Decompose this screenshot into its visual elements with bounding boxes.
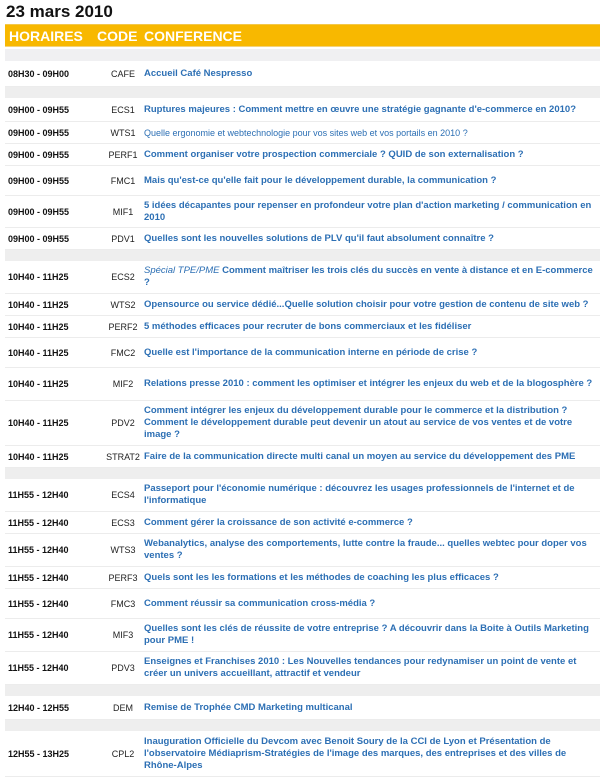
session-time: 08H30 - 09H00 (8, 68, 70, 79)
conference-title: Enseignes et Franchises 2010 : Les Nouvelles tendances pour redynamiser un point de vente et créer un univers accueillant, attractif et vendeur (144, 656, 577, 679)
conference-link[interactable] (144, 375, 600, 393)
conference-link[interactable] (144, 172, 600, 190)
group-separator (5, 720, 600, 731)
session-code: CPL2 (111, 748, 135, 759)
conference-link[interactable] (144, 480, 600, 510)
table-row (5, 731, 600, 777)
table-row (5, 567, 600, 589)
conference-link[interactable] (144, 620, 600, 650)
session-time: 11H55 - 12H40 (8, 598, 69, 609)
session-code: DEM (113, 702, 133, 713)
session-time: 09H00 - 09H55 (8, 149, 70, 160)
session-code: WTS2 (110, 299, 136, 310)
conference-link[interactable] (144, 569, 600, 587)
conference-title: Quelle ergonomie et webtechnologie pour vos sites web et vos portails en 2010 ? (144, 127, 468, 138)
session-time: 10H40 - 11H25 (8, 272, 69, 282)
table-row (5, 589, 600, 619)
conference-link[interactable] (144, 733, 600, 775)
conference-link[interactable] (144, 402, 600, 444)
session-code: PDV1 (111, 233, 135, 244)
session-time: 09H00 - 09H55 (8, 127, 70, 138)
conference-title: 5 méthodes efficaces pour recruter de bons commerciaux et les fidéliser (144, 320, 472, 332)
session-code: PERF1 (108, 149, 138, 160)
table-row (5, 652, 600, 685)
conference-title: Opensource ou service dédié...Quelle solution choisir pour votre gestion de contenu de site web ? (144, 298, 589, 310)
conference-title: Quelles sont les clés de réussite de votre entreprise ? A découvrir dans la Boite à Outils Marketing pour PME ! (144, 623, 589, 646)
conference-link[interactable] (144, 514, 600, 532)
conference-link[interactable] (144, 595, 600, 613)
session-time: 11H55 - 12H40 (8, 630, 69, 640)
conference-link[interactable] (144, 146, 600, 164)
table-row (5, 166, 600, 196)
table-header (5, 24, 600, 47)
session-time: 10H40 - 11H25 (8, 299, 69, 310)
conference-title: Comment maîtriser les trois clés du succès en vente à distance et en E-commerce ? (144, 265, 593, 288)
page-title: 23 mars 2010 (6, 2, 113, 21)
conference-link[interactable] (144, 65, 600, 83)
table-row (5, 261, 600, 294)
conference-link[interactable] (144, 448, 600, 466)
table-row (5, 696, 600, 720)
conference-title: Inauguration Officielle du Devcom avec Benoit Soury de la CCI de Lyon et Présentation de l'observatoire Médiaprism-Stratégies de l'image des marques, des entreprises et des villes de Rhône-Alpes (144, 735, 567, 771)
session-code: MIF3 (112, 630, 134, 640)
session-time: 09H00 - 09H55 (8, 175, 70, 186)
session-code: PERF3 (108, 572, 138, 583)
conference-title: Comment gérer la croissance de son activité e-commerce ? (144, 516, 413, 528)
group-separator (5, 49, 600, 61)
conference-link[interactable] (144, 197, 600, 227)
table-row (5, 316, 600, 338)
conference-link[interactable] (144, 344, 600, 362)
conference-title: Passeport pour l'économie numérique : découvrez les usages professionnels de l'internet et de l'informatique (144, 483, 575, 506)
conference-link[interactable] (144, 101, 600, 119)
conference-link[interactable] (144, 262, 600, 292)
table-row (5, 479, 600, 512)
conference-title: Mais qu'est-ce qu'elle fait pour le développement durable, la communication ? (144, 174, 497, 186)
conference-link[interactable] (144, 318, 600, 336)
conference-title: Comment réussir sa communication cross-média ? (144, 597, 376, 609)
table-row (5, 228, 600, 250)
session-time: 10H40 - 11H25 (8, 321, 69, 332)
session-code: FMC3 (110, 598, 136, 609)
conference-title: Comment intégrer les enjeux du développement durable pour le commerce et la distribution ? Comment le développement durable peut devenir un atout au service de vos ventes et de votre image ? (144, 405, 573, 440)
conference-link[interactable] (144, 296, 600, 314)
conference-link[interactable] (144, 230, 600, 248)
group-separator (5, 87, 600, 98)
session-code: ECS3 (111, 517, 135, 528)
session-time: 10H40 - 11H25 (8, 418, 69, 428)
session-code: CAFE (110, 68, 135, 79)
conference-link[interactable] (144, 124, 600, 142)
table-row (5, 534, 600, 567)
conference-title: Faire de la communication directe multi canal un moyen au service du développement des PME (144, 450, 576, 462)
conference-title: Quelle est l'importance de la communication interne en période de crise ? (144, 346, 478, 358)
group-separator (5, 250, 600, 261)
column-header-code: CODE (97, 27, 138, 44)
group-separator (5, 468, 600, 479)
conference-title: Remise de Trophée CMD Marketing multicanal (144, 701, 353, 713)
session-time: 10H40 - 11H25 (8, 379, 69, 389)
table-row (5, 294, 600, 316)
session-time: 11H55 - 12H40 (8, 545, 69, 555)
session-code: FMC1 (110, 175, 136, 186)
table-row (5, 122, 600, 144)
conference-title: Ruptures majeures : Comment mettre en œuvre une stratégie gagnante d'e-commerce en 2010? (144, 103, 576, 115)
session-code: PDV2 (111, 418, 135, 428)
session-time: 12H40 - 12H55 (8, 702, 70, 713)
session-time: 09H00 - 09H55 (8, 233, 70, 244)
schedule-table (5, 49, 600, 777)
table-row (5, 61, 600, 87)
group-separator (5, 685, 600, 696)
table-row (5, 401, 600, 446)
table-row (5, 144, 600, 166)
session-code: WTS1 (110, 127, 136, 138)
session-code: PERF2 (108, 321, 138, 332)
session-code: ECS1 (111, 104, 135, 115)
session-time: 10H40 - 11H25 (8, 347, 69, 358)
session-time: 09H00 - 09H55 (8, 104, 70, 115)
session-time: 10H40 - 11H25 (8, 451, 69, 462)
conference-title: Accueil Café Nespresso (144, 67, 253, 79)
session-code: WTS3 (110, 545, 136, 555)
table-row (5, 338, 600, 368)
column-header-time: HORAIRES (9, 27, 83, 44)
table-row (5, 368, 600, 401)
conference-link[interactable] (144, 653, 600, 683)
session-code: MIF1 (112, 206, 134, 217)
session-time: 12H55 - 13H25 (8, 748, 70, 759)
session-code: PDV3 (111, 663, 135, 673)
session-code: STRAT2 (106, 451, 140, 462)
special-tag: Spécial TPE/PME (144, 265, 220, 276)
session-code: ECS2 (111, 272, 135, 282)
conference-title: Relations presse 2010 : comment les optimiser et intégrer les enjeux du web et de la blogosphère ? (144, 378, 593, 389)
table-row (5, 446, 600, 468)
session-code: FMC2 (110, 347, 136, 358)
conference-title: Quels sont les les formations et les méthodes de coaching les plus efficaces ? (144, 571, 499, 583)
session-time: 11H55 - 12H40 (8, 490, 69, 500)
conference-title: Webanalytics, analyse des comportements, lutte contre la fraude... quelles webtec pour doper vos ventes ? (144, 538, 587, 561)
conference-title: Quelles sont les nouvelles solutions de PLV qu'il faut absolument connaître ? (144, 232, 494, 244)
table-row (5, 196, 600, 228)
conference-link[interactable] (144, 535, 600, 565)
session-code: MIF2 (112, 379, 134, 389)
session-time: 09H00 - 09H55 (8, 206, 70, 217)
session-code: ECS4 (111, 490, 135, 500)
conference-title: Comment organiser votre prospection commerciale ? QUID de son externalisation ? (144, 148, 524, 160)
conference-link[interactable] (144, 699, 600, 717)
conference-title: 5 idées décapantes pour repenser en profondeur votre plan d'action marketing / communication en 2010 (144, 199, 592, 223)
session-time: 11H55 - 12H40 (8, 517, 69, 528)
session-time: 11H55 - 12H40 (8, 572, 69, 583)
column-header-conference: CONFERENCE (144, 27, 243, 44)
table-row (5, 98, 600, 122)
table-row (5, 619, 600, 652)
table-row (5, 512, 600, 534)
session-time: 11H55 - 12H40 (8, 663, 69, 673)
